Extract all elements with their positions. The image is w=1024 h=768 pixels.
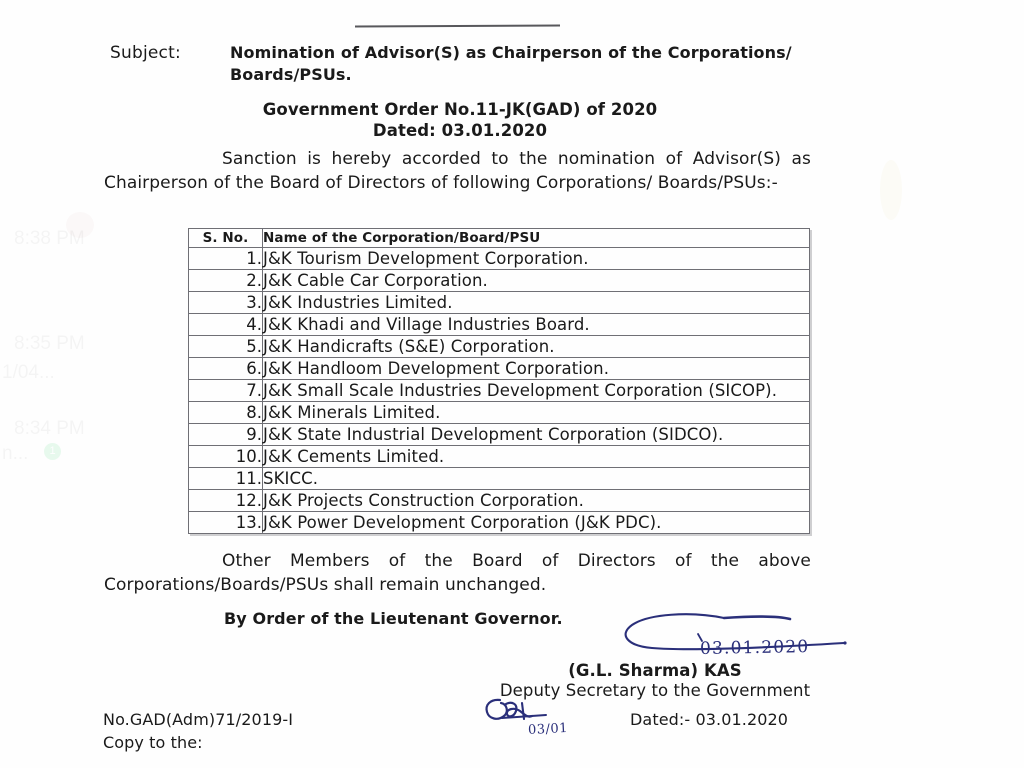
table-row xyxy=(189,336,810,358)
column-header-name: Name of the Corporation/Board/PSU xyxy=(263,229,810,248)
corporations-table-wrapper xyxy=(188,228,810,534)
row-entity-name: J&K Tourism Development Corporation. xyxy=(263,248,810,270)
ghost-unread-badge: 1 xyxy=(44,443,61,460)
table-body xyxy=(189,248,810,534)
subject-label: Subject: xyxy=(110,43,181,63)
file-number: No.GAD(Adm)71/2019-I xyxy=(103,710,294,729)
table-row xyxy=(189,314,810,336)
table-row xyxy=(189,446,810,468)
row-entity-name: J&K Handicrafts (S&E) Corporation. xyxy=(263,336,810,358)
row-serial-number: 1. xyxy=(189,248,263,270)
row-serial-number: 11. xyxy=(189,468,263,490)
row-entity-name: J&K State Industrial Development Corporation (SIDCO). xyxy=(263,424,810,446)
row-entity-name: J&K Minerals Limited. xyxy=(263,402,810,424)
table-row xyxy=(189,292,810,314)
row-serial-number: 6. xyxy=(189,358,263,380)
table-row xyxy=(189,358,810,380)
closing-paragraph: Other Members of the Board of Directors of the above Corporations/Boards/PSUs shall remain unchanged. xyxy=(104,551,811,595)
row-serial-number: 5. xyxy=(189,336,263,358)
signatory-designation: Deputy Secretary to the Government xyxy=(499,681,811,700)
handwritten-date: 03.01.2020 xyxy=(699,637,810,659)
top-rule-line xyxy=(355,25,560,28)
handwritten-initial-date: 03/01 xyxy=(527,720,569,739)
row-serial-number: 8. xyxy=(189,402,263,424)
table-header-row xyxy=(189,229,810,248)
table-row xyxy=(189,248,810,270)
order-date: Dated: 03.01.2020 xyxy=(372,121,548,140)
row-serial-number: 3. xyxy=(189,292,263,314)
row-serial-number: 2. xyxy=(189,270,263,292)
row-entity-name: J&K Projects Construction Corporation. xyxy=(263,490,810,512)
column-header-sno: S. No. xyxy=(189,229,263,248)
row-serial-number: 7. xyxy=(189,380,263,402)
table-row xyxy=(189,512,810,534)
row-serial-number: 9. xyxy=(189,424,263,446)
table-row xyxy=(189,468,810,490)
subject-text: Nomination of Advisor(S) as Chairperson of the Corporations/ Boards/PSUs. xyxy=(230,43,792,84)
row-entity-name: J&K Power Development Corporation (J&K PDC). xyxy=(263,512,810,534)
table-row xyxy=(189,380,810,402)
by-order-line: By Order of the Lieutenant Governor. xyxy=(224,609,563,628)
table-row xyxy=(189,270,810,292)
table-row xyxy=(189,490,810,512)
table-row xyxy=(189,424,810,446)
row-entity-name: SKICC. xyxy=(263,468,810,490)
corporations-table xyxy=(188,228,810,534)
sanction-paragraph: Sanction is hereby accorded to the nomination of Advisor(S) as Chairperson of the Board of Directors of following Corporations/ Boards/PSUs:- xyxy=(104,149,811,193)
table-row xyxy=(189,402,810,424)
row-entity-name: J&K Cable Car Corporation. xyxy=(263,270,810,292)
order-number: Government Order No.11-JK(GAD) of 2020 xyxy=(262,100,658,119)
row-entity-name: J&K Handloom Development Corporation. xyxy=(263,358,810,380)
row-serial-number: 13. xyxy=(189,512,263,534)
row-serial-number: 12. xyxy=(189,490,263,512)
row-entity-name: J&K Small Scale Industries Development Corporation (SICOP). xyxy=(263,380,810,402)
row-entity-name: J&K Industries Limited. xyxy=(263,292,810,314)
subject-row xyxy=(110,42,830,86)
footer-date: Dated:- 03.01.2020 xyxy=(630,710,789,729)
row-entity-name: J&K Khadi and Village Industries Board. xyxy=(263,314,810,336)
row-entity-name: J&K Cements Limited. xyxy=(263,446,810,468)
copy-to-line: Copy to the: xyxy=(103,733,203,752)
row-serial-number: 4. xyxy=(189,314,263,336)
row-serial-number: 10. xyxy=(189,446,263,468)
signatory-name: (G.L. Sharma) KAS xyxy=(568,661,742,680)
